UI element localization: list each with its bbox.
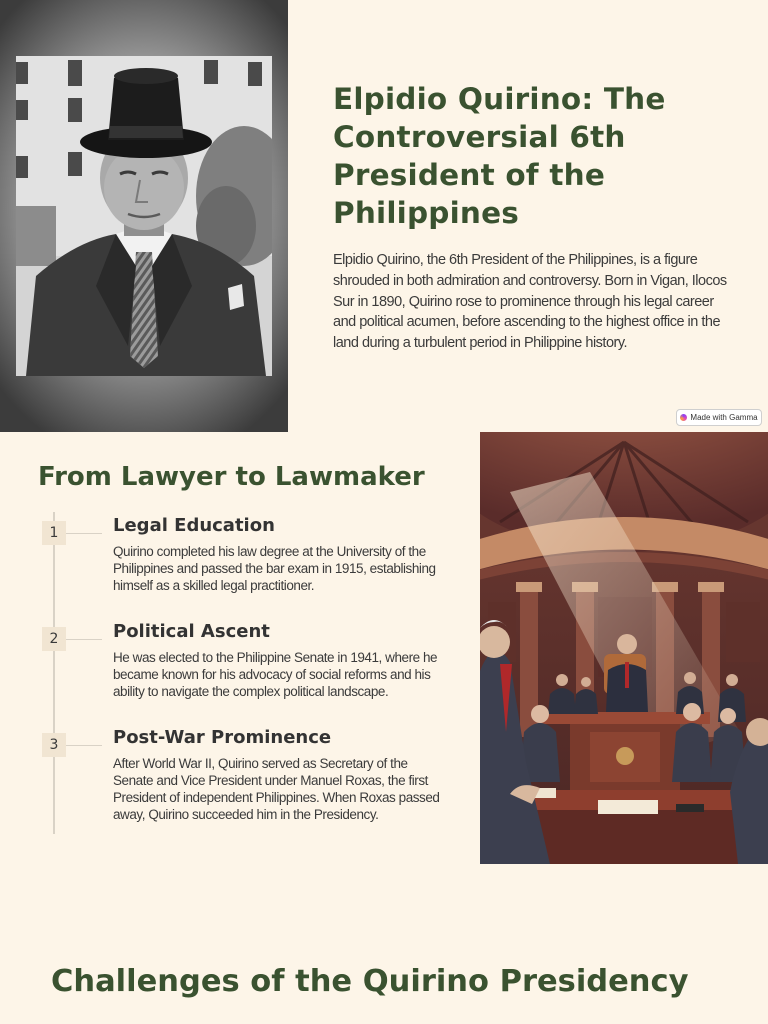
step-number-marker: 3 — [42, 733, 66, 757]
step-title: Legal Education — [113, 515, 275, 536]
portrait-panel — [0, 0, 288, 432]
section-heading-challenges: Challenges of the Quirino Presidency — [51, 964, 689, 999]
section-heading-lawyer-to-lawmaker: From Lawyer to Lawmaker — [38, 462, 425, 492]
step-description: Quirino completed his law degree at the University of the Philippines and passed the bar exam in 1915, establishing himself as a skilled legal practitioner. — [113, 544, 436, 593]
page-title: Elpidio Quirino: The Controversial 6th President of the Philippines — [333, 82, 666, 230]
step-description: After World War II, Quirino served as Secretary of the Senate and Vice President under Manuel Roxas, the first President of independent Philippines. When Roxas passed away, Quirino succeeded him in the Presidency. — [113, 756, 440, 822]
badge-label: Made with Gamma — [690, 413, 758, 422]
step-title: Political Ascent — [113, 621, 270, 642]
step-description: He was elected to the Philippine Senate in 1941, where he became known for his advocacy of social reforms and his ability to navigate the complex political landscape. — [113, 650, 438, 699]
step-number-marker: 1 — [42, 521, 66, 545]
made-with-gamma-badge[interactable] — [676, 409, 762, 426]
quirino-portrait-image — [16, 56, 272, 376]
gamma-logo-icon — [680, 414, 687, 421]
intro-paragraph: Elpidio Quirino, the 6th President of the Philippines, is a figure shrouded in both admiration and controversy. Born in Vigan, Ilocos Sur in 1890, Quirino rose to prominence through his legal career and political acumen, before ascending to the highest office in the land during a turbulent period in Philippine history. — [333, 252, 727, 352]
step-connector — [66, 533, 102, 534]
step-connector — [66, 639, 102, 640]
step-number-marker: 2 — [42, 627, 66, 651]
step-connector — [66, 745, 102, 746]
senate-chamber-image — [480, 432, 768, 864]
step-title: Post-War Prominence — [113, 727, 332, 748]
timeline-line — [53, 512, 55, 834]
